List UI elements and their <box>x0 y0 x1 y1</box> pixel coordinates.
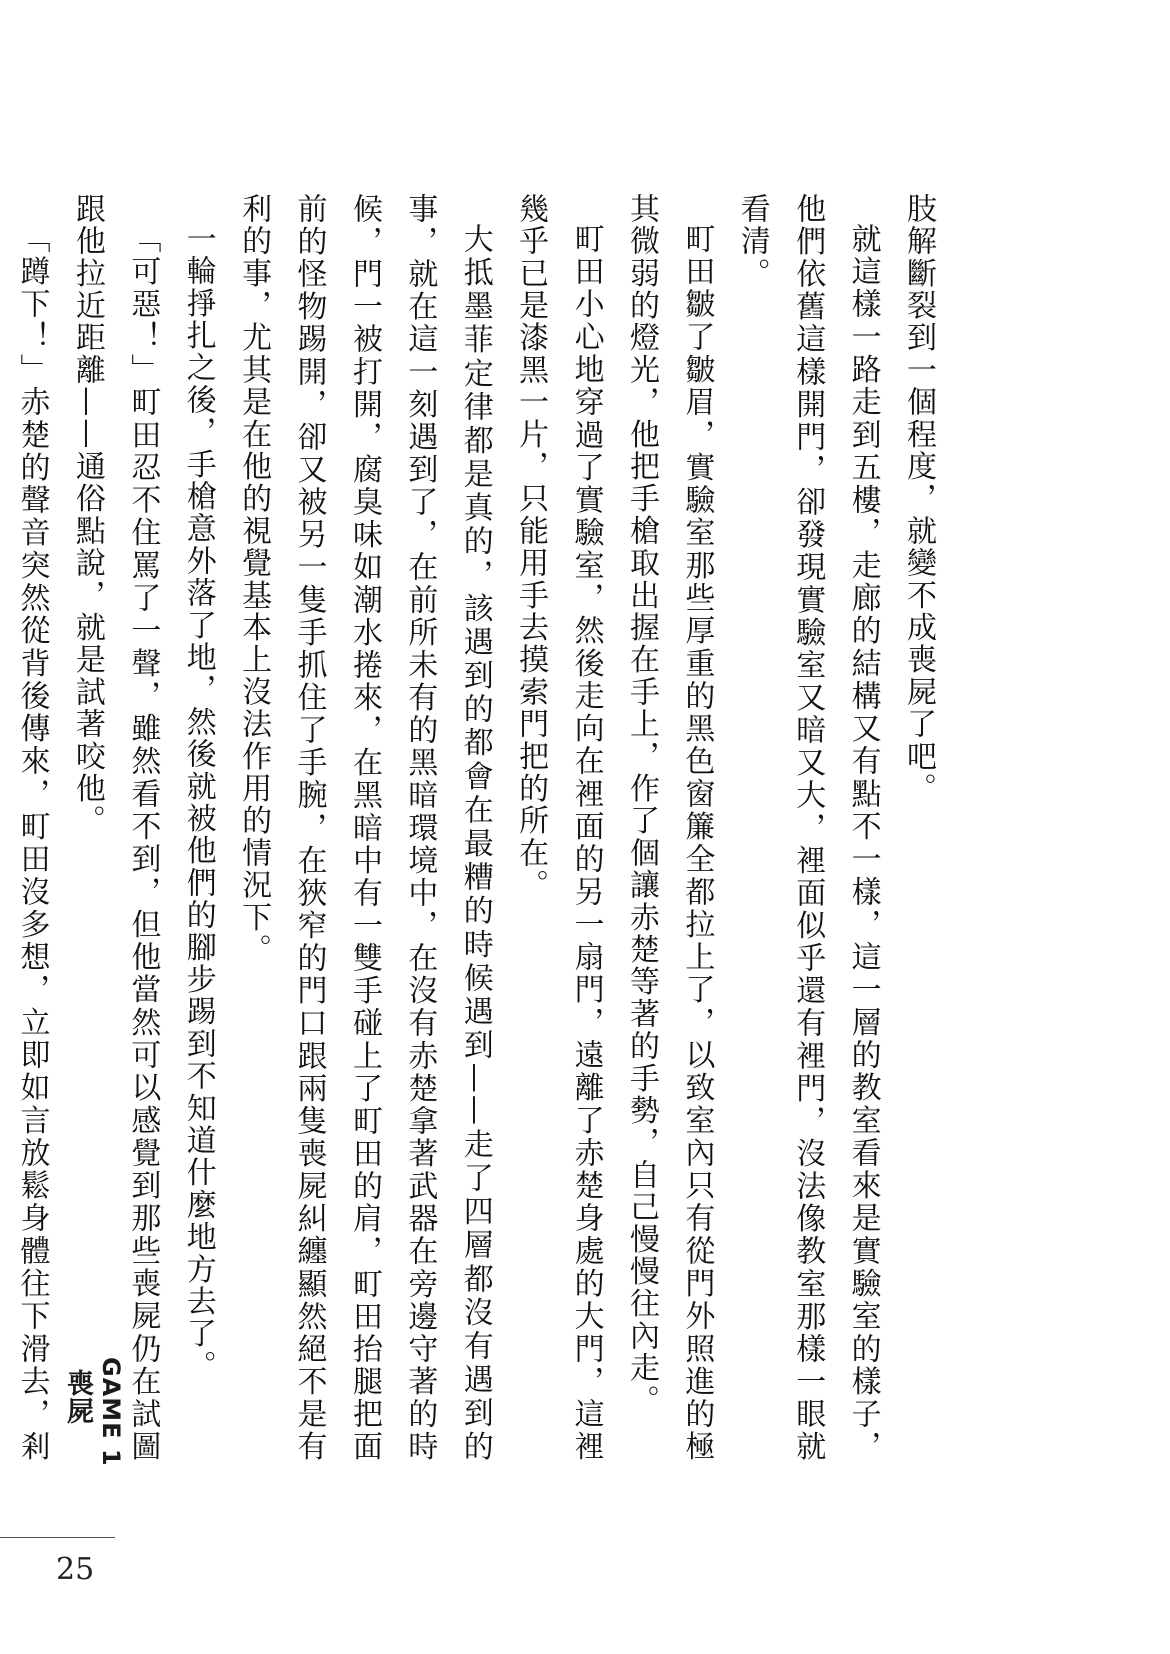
paragraph-7: 「可惡！」町田忍不住罵了一聲，雖然看不到，但他當然可以感覺到那些喪屍仍在試圖跟他拉近距離——通俗點說，就是試著咬他。 <box>69 193 161 1463</box>
running-head-series: GAME 1 <box>97 1357 125 1467</box>
paragraph-6: 一輪掙扎之後，手槍意外落了地，然後就被他們的腳步踢到不知道什麼地方去了。 <box>180 223 216 1383</box>
body-text <box>0 193 946 1463</box>
paragraph-4: 町田小心地穿過了實驗室，然後走向在裡面的另一扇門，遠離了赤楚身處的大門，這裡幾乎已是漆黑一片，只能用手去摸索門把的所在。 <box>513 193 604 1463</box>
paragraph-8: 「蹲下！」赤楚的聲音突然從背後傳來，町田沒多想，立即如言放鬆身體往下滑去，剎 <box>14 223 50 1463</box>
running-head <box>58 1357 125 1477</box>
page-number: 25 <box>56 1552 95 1587</box>
paragraph-1: 肢解斷裂到一個程度，就變不成喪屍了吧。 <box>901 193 936 805</box>
paragraph-5: 大抵墨菲定律都是真的，該遇到的都會在最糟的時候遇到——走了四層都沒有遇到的事，就在這一刻遇到了，在前所未有的黑暗環境中，在沒有赤楚拿著武器在旁邊守著的時候，門一被打開，腐臭味如潮水捲來，在黑暗中有一雙手碰上了町田的肩，町田抬腿把面前的怪物踢開，卻又被另一隻手抓住了手腕，在狹窄的門口跟兩隻喪屍糾纏顯然絕不是有利的事，尤其是在他的視覺基本上沒法作用的情況下。 <box>236 193 493 1463</box>
paragraph-3: 町田皺了皺眉，實驗室那些厚重的黑色窗簾全都拉上了，以致室內只有從門外照進的極其微弱的燈光，他把手槍取出握在手上，作了個讓赤楚等著的手勢，自己慢慢往內走。 <box>623 193 715 1463</box>
running-head-title: 喪屍 <box>62 1369 93 1425</box>
paragraph-2: 就這樣一路走到五樓，走廊的結構又有點不一樣，這一層的教室看來是實驗室的樣子，他們依舊這樣開門，卻發現實驗室又暗又大，裡面似乎還有裡門，沒法像教室那樣一眼就看清。 <box>734 193 881 1463</box>
footer-rule <box>0 1537 115 1538</box>
